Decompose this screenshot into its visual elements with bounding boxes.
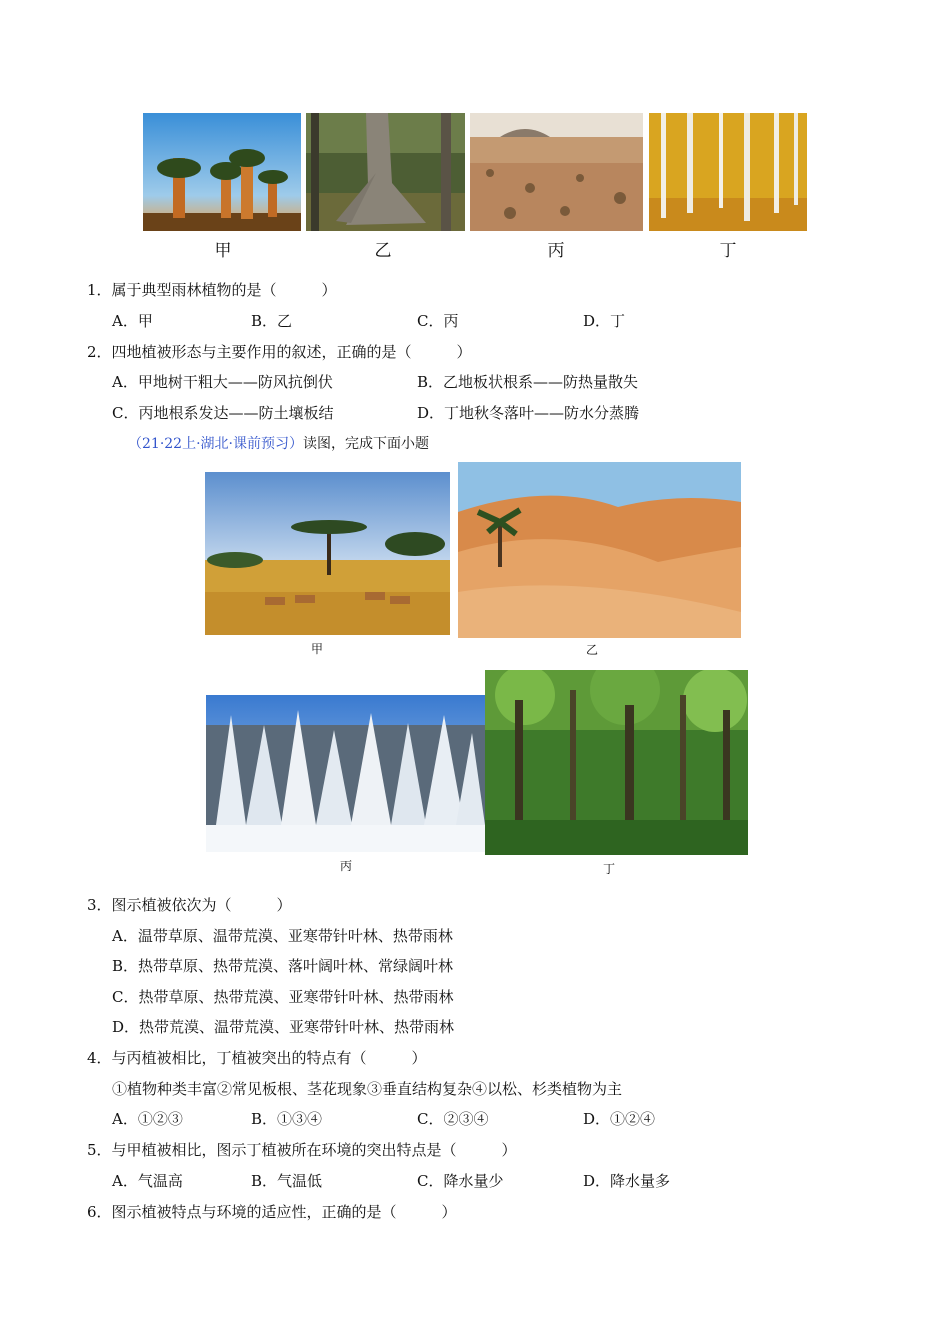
question-4-stem: 4．与丙植被相比，丁植被突出的特点有（ ） bbox=[87, 1049, 427, 1067]
question-1-option-b[interactable]: B．乙 bbox=[251, 312, 293, 330]
figure1-caption-jia: 甲 bbox=[214, 241, 232, 261]
photo-snowy-conifer-forest bbox=[206, 695, 485, 852]
question-5-option-b[interactable]: B．气温低 bbox=[251, 1172, 323, 1190]
question-4-option-a[interactable]: A．①②③ bbox=[112, 1110, 183, 1128]
source-tag-link[interactable]: （21·22上·湖北·课前预习） bbox=[128, 436, 303, 452]
source-instruction: 读图，完成下面小题 bbox=[302, 436, 429, 452]
photo-desert-shrubland bbox=[470, 113, 643, 231]
question-4-option-c[interactable]: C．②③④ bbox=[417, 1110, 489, 1128]
question-4-statement: ①植物种类丰富②常见板根、茎花现象③垂直结构复杂④以松、杉类植物为主 bbox=[112, 1080, 623, 1098]
question-1-option-d[interactable]: D．丁 bbox=[583, 312, 626, 330]
question-2-option-a[interactable]: A．甲地树干粗大——防风抗倒伏 bbox=[112, 373, 333, 391]
question-3-option-d[interactable]: D．热带荒漠、温带荒漠、亚寒带针叶林、热带雨林 bbox=[112, 1018, 455, 1036]
question-3-stem: 3．图示植被依次为（ ） bbox=[87, 896, 292, 914]
question-2-option-b[interactable]: B．乙地板状根系——防热量散失 bbox=[417, 373, 639, 391]
question-6-stem: 6．图示植被特点与环境的适应性，正确的是（ ） bbox=[87, 1203, 457, 1221]
photo-baobab-trees bbox=[143, 113, 301, 231]
source-line bbox=[128, 434, 429, 454]
figure1-caption-ding: 丁 bbox=[719, 241, 737, 261]
question-1-option-a[interactable]: A．甲 bbox=[112, 312, 153, 330]
photo-buttress-roots bbox=[306, 113, 465, 231]
question-5-option-a[interactable]: A．气温高 bbox=[112, 1172, 183, 1190]
question-2-option-d[interactable]: D．丁地秋冬落叶——防水分蒸腾 bbox=[417, 404, 640, 422]
figure1-caption-yi: 乙 bbox=[374, 241, 392, 261]
photo-tropical-rainforest bbox=[485, 670, 748, 855]
question-3-option-b[interactable]: B．热带草原、热带荒漠、落叶阔叶林、常绿阔叶林 bbox=[112, 957, 454, 975]
question-4-option-d[interactable]: D．①②④ bbox=[583, 1110, 656, 1128]
question-2-stem: 2．四地植被形态与主要作用的叙述，正确的是（ ） bbox=[87, 343, 472, 361]
question-1-stem: 1．属于典型雨林植物的是（ ） bbox=[87, 281, 337, 299]
question-2-option-c[interactable]: C．丙地根系发达——防土壤板结 bbox=[112, 404, 334, 422]
photo-savanna-gazelles bbox=[205, 472, 450, 635]
question-3-option-c[interactable]: C．热带草原、热带荒漠、亚寒带针叶林、热带雨林 bbox=[112, 988, 454, 1006]
photo-birch-forest bbox=[649, 113, 807, 231]
question-5-option-d[interactable]: D．降水量多 bbox=[583, 1172, 671, 1190]
figure2-caption-yi: 乙 bbox=[585, 643, 598, 657]
photo-sand-dunes bbox=[458, 462, 741, 638]
question-3-option-a[interactable]: A．温带草原、温带荒漠、亚寒带针叶林、热带雨林 bbox=[112, 927, 453, 945]
question-5-stem: 5．与甲植被相比，图示丁植被所在环境的突出特点是（ ） bbox=[87, 1141, 517, 1159]
question-5-option-c[interactable]: C．降水量少 bbox=[417, 1172, 504, 1190]
figure2-caption-ding: 丁 bbox=[602, 862, 615, 876]
figure1-caption-bing: 丙 bbox=[547, 241, 565, 261]
question-4-option-b[interactable]: B．①③④ bbox=[251, 1110, 323, 1128]
figure2-caption-bing: 丙 bbox=[339, 859, 352, 873]
figure2-caption-jia: 甲 bbox=[310, 642, 323, 656]
question-1-option-c[interactable]: C．丙 bbox=[417, 312, 459, 330]
